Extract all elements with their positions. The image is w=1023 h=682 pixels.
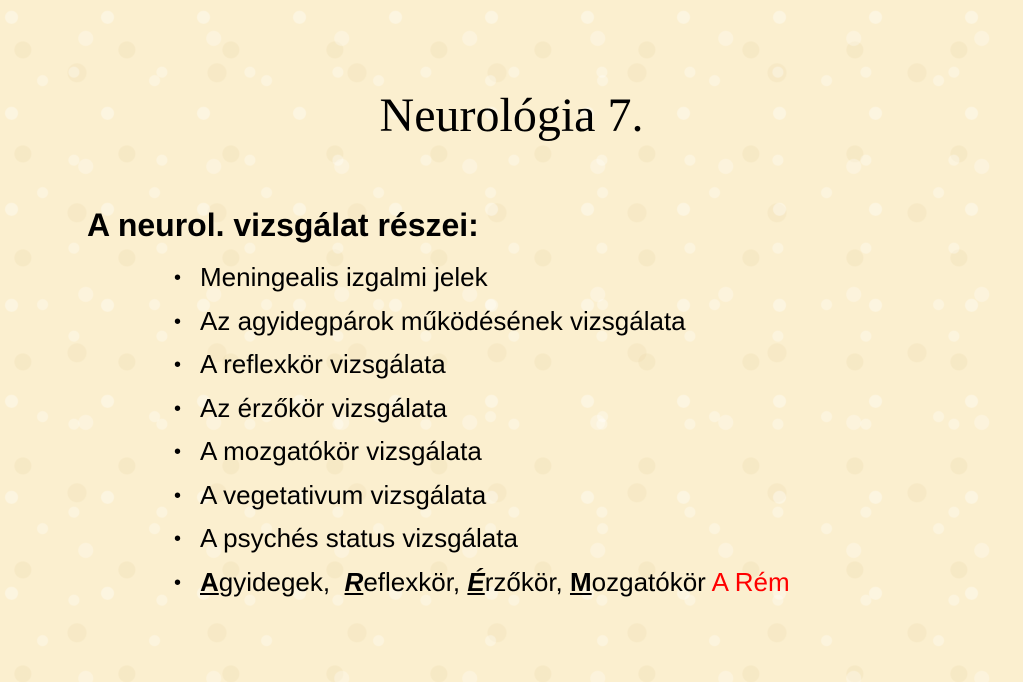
bullet-icon: •: [174, 441, 182, 463]
list-item: [174, 300, 790, 344]
mnemonic-text-r: eflexkör,: [363, 566, 468, 597]
mnemonic-letter-e: É: [467, 566, 485, 597]
mnemonic-letter-a: A: [200, 566, 219, 597]
list-item-text: Az érzőkör vizsgálata: [200, 392, 448, 423]
list-item: [174, 343, 790, 387]
bullet-icon: •: [174, 484, 182, 507]
list-item: [174, 430, 790, 474]
mnemonic-text-m: ozgatókör: [591, 566, 712, 597]
bullet-icon: •: [174, 354, 182, 376]
mnemonic-text-e: rzőkör,: [484, 566, 570, 597]
mnemonic-item: [174, 561, 790, 605]
bullet-icon: •: [174, 267, 182, 289]
list-item-text: Az agyidegpárok működésének vizsgálata: [200, 305, 686, 336]
list-item-text: A psychés status vizsgálata: [200, 523, 518, 553]
section-heading: A neurol. vizsgálat részei:: [87, 207, 479, 243]
list-item-text: Meningealis izgalmi jelek: [200, 262, 488, 292]
bullet-icon: •: [174, 571, 182, 594]
list-item: [174, 517, 790, 561]
mnemonic-letter-r: R: [344, 566, 364, 597]
mnemonic-text-a: gyidegek,: [218, 566, 338, 597]
list-item-text: A mozgatókör vizsgálata: [200, 436, 482, 466]
bullet-list: [174, 256, 790, 604]
mnemonic-result: A Rém: [711, 566, 790, 597]
list-item-text: A vegetativum vizsgálata: [200, 479, 487, 510]
list-item: [174, 256, 790, 300]
list-item: [174, 474, 790, 518]
list-item: [174, 387, 790, 431]
bullet-icon: •: [174, 397, 182, 420]
bullet-icon: •: [174, 528, 182, 550]
bullet-icon: •: [174, 310, 182, 333]
slide-title: Neurológia 7.: [379, 89, 644, 142]
mnemonic-letter-m: M: [569, 566, 592, 597]
list-item-text: A reflexkör vizsgálata: [200, 349, 446, 379]
